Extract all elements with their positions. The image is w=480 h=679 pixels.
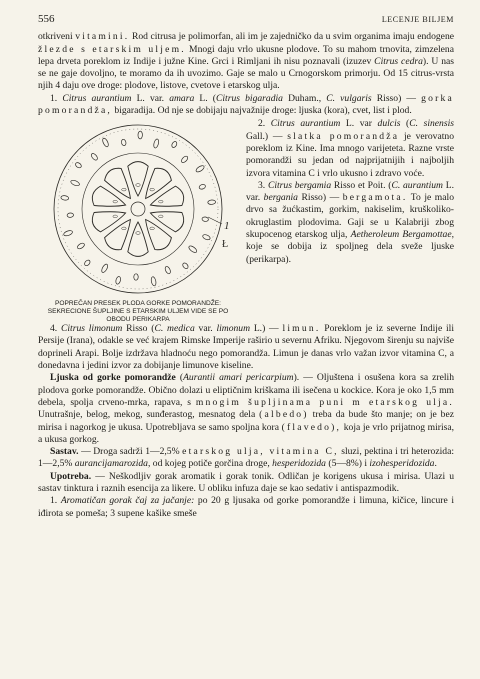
oil-gland <box>182 262 189 270</box>
peel-outline <box>54 125 222 293</box>
fruit-segment <box>105 169 131 199</box>
seed <box>122 189 126 192</box>
oil-gland <box>75 162 83 169</box>
seed <box>136 232 140 235</box>
albedo-boundary <box>82 153 194 265</box>
oil-gland <box>199 184 206 190</box>
upotreba-section: Upotreba. — Neškodljiv gorak aromatik i gorak tonik. Odličan je korigens ukusa i mirisa. Ulazi u sastav tinktura i raznih esencija za likere. U obliku infuza daje se kao sedativ i antispazmodik. <box>38 470 454 495</box>
figure-label-mark: Ł <box>222 239 229 251</box>
fruit-segment <box>92 212 125 232</box>
sastav-section: Sastav. — Droga sadrži 1—2,5% etarskog ulja, vitamina C, sluzi, pektina i tri heterozida: 1—2,5% aurancijamarozida, od kojeg potiče gorčina droge, hesperidozida (5—8%) i izohesperidozida. <box>38 446 455 470</box>
oil-gland <box>63 230 73 237</box>
oil-gland <box>208 200 216 205</box>
oil-gland <box>84 259 92 267</box>
oil-gland <box>150 277 156 287</box>
oil-gland <box>153 139 160 149</box>
fruit-segment <box>128 162 148 196</box>
fruit-segment <box>146 220 172 250</box>
fruit-segment <box>150 186 183 206</box>
figure <box>38 118 246 323</box>
oil-gland <box>115 276 121 285</box>
seed <box>113 215 117 218</box>
recipe-1-paragraph: 1. Aromatičan gorak čaj za jačanje: po 20 g ljusaka od gorke pomorandže i limuna, kičice, lincure i iđirota se pomeša; 3 supene kašike smeše <box>38 495 455 519</box>
oil-gland <box>70 180 80 188</box>
figure-caption: POPREČAN PRESEK PLODA GORKE POMORANDŽE: SEKRECIONE ŠUPLJINE S ETARSKIM ULJEM VIDE SE PO OBODU PERIKARPA <box>47 300 229 323</box>
ljuska-section: Ljuska od gorke pomorandže (Aurantii amari pericarpium). — Oljuštena i osušena kora sa zrelih plodova gorke pomorandže. Obično dolazi u eliptičnim kriškama ili isečena u kockice. Kora je oko 1,5 mm debela, spolja crveno-mrka, rapava, s mnogim šupljinama puni m etarskog ulja. Unutrašnje, belog, mekog, sunđerastog, mesnatog dela (albedo) treba da bude što manje; on je bez mirisa i nagorkog je ukusa. Upotrebljava se samo spoljna kora (flavedo), koja je vrlo prijatnog mirisa, a ukusa gorkog. <box>38 372 455 445</box>
seed <box>150 189 154 192</box>
fruit-segment <box>92 186 125 206</box>
oil-gland <box>101 264 109 274</box>
seed <box>159 201 163 204</box>
seed <box>159 215 163 218</box>
oil-gland <box>121 139 127 146</box>
fruit-segment <box>128 222 148 256</box>
oil-gland <box>76 242 85 250</box>
item-3-paragraph: 3. Citrus bergamia Risso et Poit. (C. aurantium L. var. bergania Risso) — bergamota. To je malo drvo sa žućkastim, gorkim, nakiselim, kruškoliko-okruglastim plodovima. Gaji se u Kalabriji zbog skupocenog etarskog ulja, Aetheroleum Bergamottae, koje se dobija iz spoljneg dela sveže ljuske (perikarpa). <box>246 179 454 265</box>
fruit-segment <box>105 220 131 250</box>
sastav-heading: Sastav. <box>50 446 79 458</box>
label-leader <box>208 217 222 224</box>
oil-gland <box>134 274 139 281</box>
oil-gland <box>138 131 143 139</box>
item-1-paragraph: 1. Citrus aurantium L. var. amara L. (Citrus bigaradia Duham., C. vulgaris Risso) — gorka pomorandža, bigaradija. Od nje se dobijaju najvažnije droge: ljuska (kora), cvet, list i plod. <box>38 92 454 117</box>
oil-gland <box>67 213 74 218</box>
right-column <box>246 118 454 323</box>
orange-cross-section-illustration <box>38 121 240 296</box>
running-head: LECENJE BILJEM <box>381 15 454 24</box>
oil-gland <box>90 153 98 162</box>
seed <box>113 201 117 204</box>
oil-gland <box>180 155 189 164</box>
fruit-segment <box>150 212 183 232</box>
oil-gland <box>195 165 205 174</box>
oil-gland <box>188 245 198 254</box>
upotreba-heading: Upotreba. <box>50 470 92 482</box>
oil-gland <box>202 234 211 241</box>
figure-row <box>38 118 454 323</box>
oil-gland <box>171 141 178 149</box>
item-2-paragraph: 2. Citrus aurantium L. var dulcis (C. sinensis Gall.) — slatka pomorandža je verovatno poreklom iz Kine. Ima mnogo varijeteta. Razne vrste pomorandži su jedan od najpriјatnijih i najboljih izvora vitamina C i vrlo ukusno i zdravo voće. <box>246 118 454 179</box>
oil-gland <box>102 138 110 148</box>
seed <box>136 184 140 187</box>
intro-paragraph: otkriveni vitamini. Rod citrusa je polimorfan, ali im je zajedničko da u svim organima imaju endogene žlezde s etarskim uljem. Mnogi daju vrlo ukusne plodove. To su mahom trnovita, zimzelena lepa drveta poreklom iz Indije i južne Kine. Grci i Rimljani ih nisu poznavali (izuzev Citrus cedra). U nas se ne gaje dovoljno, te moramo da ih uvozimo. Gaje se malo u Crnogorskom primorju. Od 15 citrus-vrsta njih 4 daju ove droge: plodove, listove, cvetove i etarskog ulja. <box>38 31 455 92</box>
seed <box>150 227 154 230</box>
page-header <box>38 13 454 26</box>
fruit-segment <box>146 169 172 199</box>
core <box>131 202 145 216</box>
section-heading: Ljuska od gorke pomorandže <box>50 372 176 384</box>
oil-gland <box>61 196 69 202</box>
oil-gland <box>164 266 171 275</box>
seed <box>122 227 126 230</box>
page-number: 556 <box>38 13 55 25</box>
oil-gland <box>202 217 209 222</box>
figure-label: 1 <box>224 220 230 233</box>
item-4-paragraph: 4. Citrus limonum Risso (C. medica var. limonum L.) — limun. Poreklom je iz severne Indije ili Persije (Irana), odakle se već krajem Rimske Imperije raširio u severnu Afriku. Njegovom širenju su najviše doprineli Arapi. Bolje izdržava hladnoću nego pomorandža. Limun je danas vrlo važan izvor vitamina C, a donedavna i jedini izvor za dobijanje limunove kiseline. <box>38 323 455 372</box>
